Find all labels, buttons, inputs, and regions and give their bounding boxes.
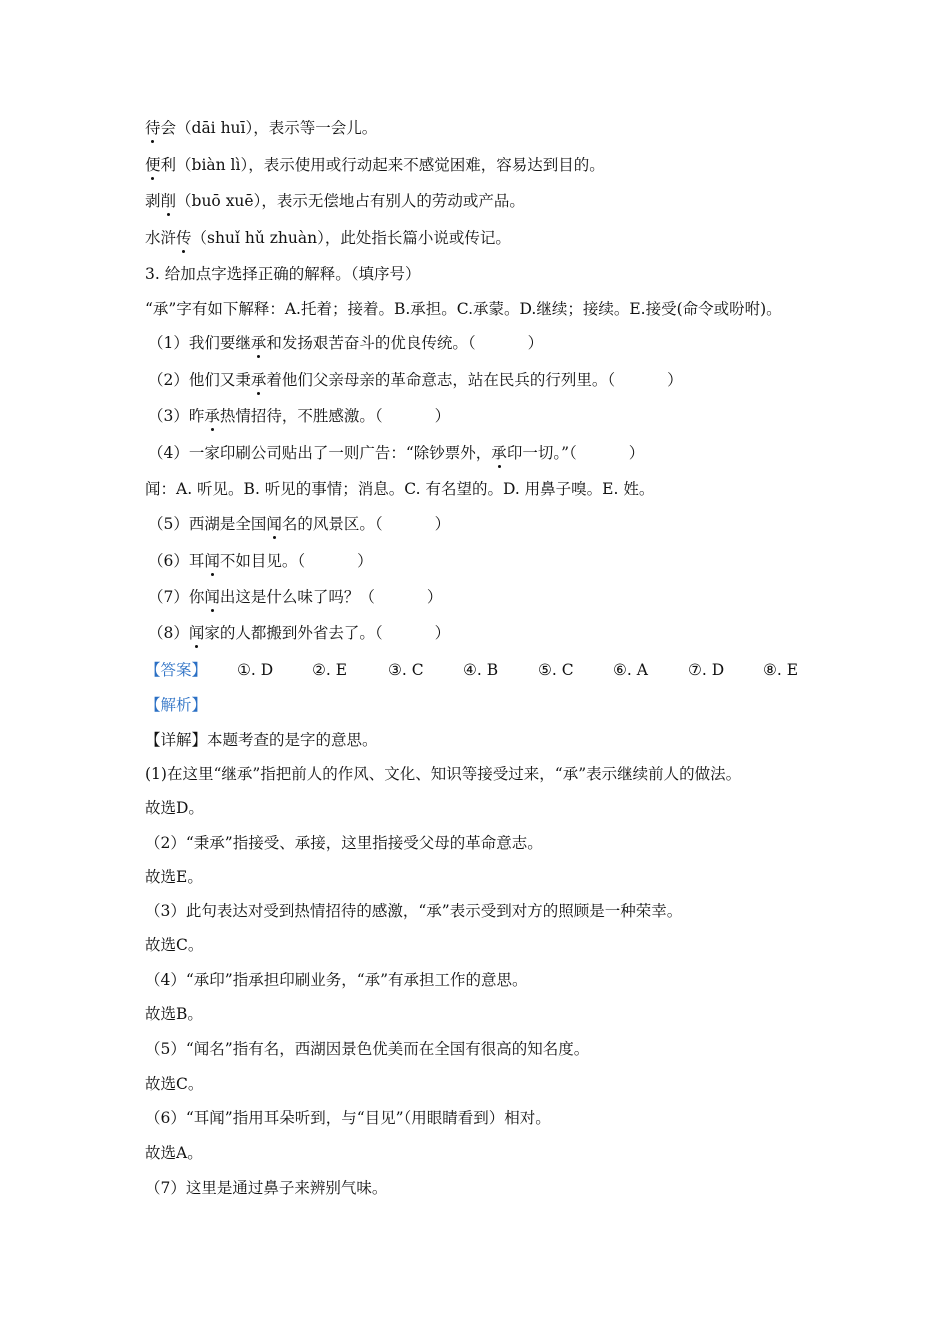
pinyin-line: 剥削（buō xuē），表示无偿地占有别人的劳动或产品。 bbox=[145, 192, 525, 210]
dotted-char: 削 bbox=[160, 192, 177, 210]
analysis-line: （4）“承印”指承担印刷业务，“承”有承担工作的意思。 bbox=[145, 971, 528, 989]
question-item: （8）闻家的人都搬到外省去了。（ ） bbox=[148, 624, 451, 642]
pinyin-line: 待会（dāi huī），表示等一会儿。 bbox=[145, 119, 378, 137]
analysis-line: (1)在这里“继承”指把前人的作风、文化、知识等接受过来，“承”表示继续前人的做法。 bbox=[145, 765, 742, 783]
answer-item: ②. E bbox=[312, 661, 348, 679]
pinyin-line: 水浒传（shuǐ hǔ zhuàn），此处指长篇小说或传记。 bbox=[145, 229, 511, 247]
question-item: （1）我们要继承和发扬艰苦奋斗的优良传统。（ ） bbox=[148, 334, 544, 352]
dotted-char: 闻 bbox=[204, 588, 220, 606]
analysis-line: （7）这里是通过鼻子来辨别气味。 bbox=[145, 1179, 388, 1197]
cheng-definitions: “承”字有如下解释：A.托着；接着。B.承担。C.承蒙。D.继续；接续。E.接受(命令或吩咐)。 bbox=[145, 300, 782, 318]
analysis-line: 故选E。 bbox=[145, 868, 203, 886]
analysis-line: 故选C。 bbox=[145, 1075, 204, 1093]
dotted-char: 闻 bbox=[188, 624, 205, 642]
question-item: （2）他们又秉承着他们父亲母亲的革命意志，站在民兵的行列里。（ ） bbox=[148, 371, 683, 389]
question-item: （5）西湖是全国闻名的风景区。（ ） bbox=[148, 515, 451, 533]
answer-item: ①. D bbox=[237, 661, 274, 679]
dotted-char: 闻 bbox=[204, 552, 220, 570]
analysis-line: （6）“耳闻”指用耳朵听到，与“目见”（用眼睛看到）相对。 bbox=[145, 1109, 551, 1127]
dotted-char: 承 bbox=[250, 334, 267, 352]
dotted-char: 便 bbox=[145, 156, 161, 174]
analysis-line: 【详解】本题考查的是字的意思。 bbox=[145, 731, 378, 749]
answer-item: ⑤. C bbox=[538, 661, 574, 679]
dotted-char: 承 bbox=[491, 444, 507, 462]
answer-item: ⑧. E bbox=[763, 661, 799, 679]
dotted-char: 承 bbox=[204, 407, 220, 425]
answer-item: ③. C bbox=[388, 661, 424, 679]
analysis-line: 故选B。 bbox=[145, 1005, 203, 1023]
answer-label: 【答案】 bbox=[145, 661, 208, 679]
dotted-char: 闻 bbox=[266, 515, 282, 533]
answer-item: ④. B bbox=[463, 661, 499, 679]
analysis-line: 故选A。 bbox=[145, 1144, 203, 1162]
analysis-line: （5）“闻名”指有名，西湖因景色优美而在全国有很高的知名度。 bbox=[145, 1040, 590, 1058]
dotted-char: 承 bbox=[250, 371, 267, 389]
dotted-char: 待 bbox=[145, 119, 161, 137]
analysis-label: 【解析】 bbox=[145, 696, 208, 714]
question-item: （3）昨承热情招待，不胜感激。（ ） bbox=[148, 407, 451, 425]
wen-definitions: 闻：A. 听见。B. 听见的事情；消息。C. 有名望的。D. 用鼻子嗅。E. 姓。 bbox=[145, 480, 655, 498]
question-item: （7）你闻出这是什么味了吗？（ ） bbox=[148, 588, 443, 606]
analysis-line: （2）“秉承”指接受、承接，这里指接受父母的革命意志。 bbox=[145, 834, 543, 852]
question-item: （4）一家印刷公司贴出了一则广告：“除钞票外，承印一切。”（ ） bbox=[148, 444, 645, 462]
pinyin-line: 便利（biàn lì），表示使用或行动起来不感觉困难，容易达到目的。 bbox=[145, 156, 605, 174]
answer-item: ⑦. D bbox=[688, 661, 725, 679]
answer-item: ⑥. A bbox=[613, 661, 648, 679]
analysis-line: 故选C。 bbox=[145, 936, 204, 954]
analysis-line: （3）此句表达对受到热情招待的感激，“承”表示受到对方的照顾是一种荣幸。 bbox=[145, 902, 683, 920]
analysis-line: 故选D。 bbox=[145, 799, 204, 817]
dotted-char: 传 bbox=[176, 229, 192, 247]
question-title: 3. 给加点字选择正确的解释。（填序号） bbox=[145, 265, 421, 283]
question-item: （6）耳闻不如目见。（ ） bbox=[148, 552, 373, 570]
